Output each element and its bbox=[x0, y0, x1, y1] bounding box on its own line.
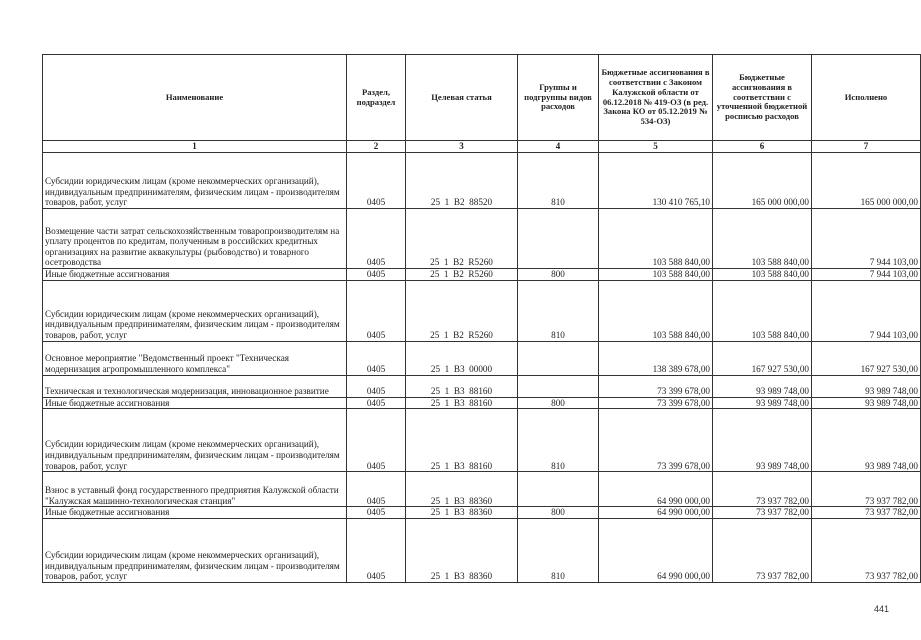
row-section-cell: 0405 bbox=[347, 341, 406, 375]
header-row bbox=[43, 55, 921, 141]
row-group-cell: 810 bbox=[518, 280, 599, 341]
row-law-amount-cell: 138 389 678,00 bbox=[599, 341, 713, 375]
row-target-cell: 25 1 В2 88520 bbox=[406, 153, 518, 209]
row-law-amount-cell: 73 399 678,00 bbox=[599, 397, 713, 409]
row-executed-amount-cell: 93 989 748,00 bbox=[812, 409, 921, 472]
row-name-cell: Иные бюджетные ассигнования bbox=[43, 269, 347, 281]
header-law-allocations: Бюджетные ассигнования в соответствии с Законом Калужской области от 06.12.2018 № 419-ОЗ (в ред. Закона КО от 05.12.2019 № 534-ОЗ) bbox=[599, 55, 713, 141]
row-refined-amount-cell: 165 000 000,00 bbox=[713, 153, 812, 209]
row-law-amount-cell: 130 410 765,10 bbox=[599, 153, 713, 209]
row-law-amount-cell: 64 990 000,00 bbox=[599, 518, 713, 582]
row-group-cell: 800 bbox=[518, 507, 599, 519]
row-group-cell bbox=[518, 375, 599, 397]
row-law-amount-cell: 64 990 000,00 bbox=[599, 472, 713, 507]
row-name-cell: Субсидии юридическим лицам (кроме некоммерческих организаций), индивидуальным предпринимателям, физическим лицам - производителям товаров, работ, услуг bbox=[43, 280, 347, 341]
table-row bbox=[43, 209, 921, 269]
row-name-cell: Иные бюджетные ассигнования bbox=[43, 397, 347, 409]
column-number: 5 bbox=[599, 141, 713, 153]
row-group-cell: 800 bbox=[518, 269, 599, 281]
table-row bbox=[43, 507, 921, 519]
row-group-cell bbox=[518, 341, 599, 375]
row-executed-amount-cell: 93 989 748,00 bbox=[812, 397, 921, 409]
table-row bbox=[43, 341, 921, 375]
row-refined-amount-cell: 73 937 782,00 bbox=[713, 507, 812, 519]
row-target-cell: 25 1 В2 R5260 bbox=[406, 280, 518, 341]
row-law-amount-cell: 103 588 840,00 bbox=[599, 209, 713, 269]
row-executed-amount-cell: 73 937 782,00 bbox=[812, 518, 921, 582]
table-body bbox=[43, 153, 921, 583]
row-target-cell: 25 1 В2 R5260 bbox=[406, 269, 518, 281]
row-group-cell: 810 bbox=[518, 153, 599, 209]
row-section-cell: 0405 bbox=[347, 375, 406, 397]
table-row bbox=[43, 280, 921, 341]
row-group-cell bbox=[518, 472, 599, 507]
column-number: 7 bbox=[812, 141, 921, 153]
row-section-cell: 0405 bbox=[347, 409, 406, 472]
row-section-cell: 0405 bbox=[347, 507, 406, 519]
row-refined-amount-cell: 103 588 840,00 bbox=[713, 269, 812, 281]
header-name: Наименование bbox=[43, 55, 347, 141]
row-name-cell: Основное мероприятие "Ведомственный проект "Техническая модернизация агропромышленного комплекса" bbox=[43, 341, 347, 375]
row-refined-amount-cell: 103 588 840,00 bbox=[713, 209, 812, 269]
budget-table bbox=[42, 54, 921, 583]
page-number: 441 bbox=[873, 604, 889, 614]
row-target-cell: 25 1 В3 88160 bbox=[406, 397, 518, 409]
row-executed-amount-cell: 7 944 103,00 bbox=[812, 209, 921, 269]
row-target-cell: 25 1 В3 88160 bbox=[406, 375, 518, 397]
row-target-cell: 25 1 В3 88160 bbox=[406, 409, 518, 472]
column-number: 6 bbox=[713, 141, 812, 153]
row-refined-amount-cell: 93 989 748,00 bbox=[713, 397, 812, 409]
row-name-cell: Субсидии юридическим лицам (кроме некоммерческих организаций), индивидуальным предпринимателям, физическим лицам - производителям товаров, работ, услуг bbox=[43, 409, 347, 472]
row-executed-amount-cell: 165 000 000,00 bbox=[812, 153, 921, 209]
row-executed-amount-cell: 73 937 782,00 bbox=[812, 472, 921, 507]
row-section-cell: 0405 bbox=[347, 153, 406, 209]
row-section-cell: 0405 bbox=[347, 269, 406, 281]
row-name-cell: Субсидии юридическим лицам (кроме некоммерческих организаций), индивидуальным предпринимателям, физическим лицам - производителям товаров, работ, услуг bbox=[43, 153, 347, 209]
row-name-cell: Взнос в уставный фонд государственного предприятия Калужской области "Калужская машинно-технологическая станция" bbox=[43, 472, 347, 507]
row-law-amount-cell: 103 588 840,00 bbox=[599, 280, 713, 341]
row-refined-amount-cell: 93 989 748,00 bbox=[713, 375, 812, 397]
row-refined-amount-cell: 167 927 530,00 bbox=[713, 341, 812, 375]
row-group-cell bbox=[518, 209, 599, 269]
table-row bbox=[43, 518, 921, 582]
row-law-amount-cell: 103 588 840,00 bbox=[599, 269, 713, 281]
table-row bbox=[43, 409, 921, 472]
header-executed: Исполнено bbox=[812, 55, 921, 141]
header-target-article: Целевая статья bbox=[406, 55, 518, 141]
row-executed-amount-cell: 93 989 748,00 bbox=[812, 375, 921, 397]
table-row bbox=[43, 472, 921, 507]
column-number: 3 bbox=[406, 141, 518, 153]
row-refined-amount-cell: 93 989 748,00 bbox=[713, 409, 812, 472]
row-executed-amount-cell: 167 927 530,00 bbox=[812, 341, 921, 375]
row-law-amount-cell: 73 399 678,00 bbox=[599, 409, 713, 472]
row-name-cell: Иные бюджетные ассигнования bbox=[43, 507, 347, 519]
column-number: 2 bbox=[347, 141, 406, 153]
row-law-amount-cell: 64 990 000,00 bbox=[599, 507, 713, 519]
row-section-cell: 0405 bbox=[347, 280, 406, 341]
row-executed-amount-cell: 73 937 782,00 bbox=[812, 507, 921, 519]
row-name-cell: Возмещение части затрат сельскохозяйственным товаропроизводителям на уплату процентов по кредитам, полученным в российских кредитных организациях на развитие аквакультуры (рыбоводство) и товарного осетроводства bbox=[43, 209, 347, 269]
column-number-row bbox=[43, 141, 921, 153]
row-target-cell: 25 1 В3 88360 bbox=[406, 507, 518, 519]
row-section-cell: 0405 bbox=[347, 472, 406, 507]
row-refined-amount-cell: 103 588 840,00 bbox=[713, 280, 812, 341]
row-target-cell: 25 1 В3 88360 bbox=[406, 518, 518, 582]
row-group-cell: 810 bbox=[518, 409, 599, 472]
table-row bbox=[43, 375, 921, 397]
table-row bbox=[43, 397, 921, 409]
row-executed-amount-cell: 7 944 103,00 bbox=[812, 269, 921, 281]
column-number: 4 bbox=[518, 141, 599, 153]
row-name-cell: Субсидии юридическим лицам (кроме некоммерческих организаций), индивидуальным предпринимателям, физическим лицам - производителям товаров, работ, услуг bbox=[43, 518, 347, 582]
row-group-cell: 810 bbox=[518, 518, 599, 582]
header-expense-group: Группы и подгруппы видов расходов bbox=[518, 55, 599, 141]
table-row bbox=[43, 153, 921, 209]
row-law-amount-cell: 73 399 678,00 bbox=[599, 375, 713, 397]
row-section-cell: 0405 bbox=[347, 518, 406, 582]
row-name-cell: Техническая и технологическая модернизация, инновационное развитие bbox=[43, 375, 347, 397]
header-refined-allocations: Бюджетные ассигнования в соответствии с уточненной бюджетной росписью расходов bbox=[713, 55, 812, 141]
table-row bbox=[43, 269, 921, 281]
row-group-cell: 800 bbox=[518, 397, 599, 409]
row-target-cell: 25 1 В3 88360 bbox=[406, 472, 518, 507]
row-section-cell: 0405 bbox=[347, 209, 406, 269]
row-section-cell: 0405 bbox=[347, 397, 406, 409]
column-number: 1 bbox=[43, 141, 347, 153]
header-section: Раздел, подраздел bbox=[347, 55, 406, 141]
row-refined-amount-cell: 73 937 782,00 bbox=[713, 518, 812, 582]
row-target-cell: 25 1 В3 00000 bbox=[406, 341, 518, 375]
row-target-cell: 25 1 В2 R5260 bbox=[406, 209, 518, 269]
row-refined-amount-cell: 73 937 782,00 bbox=[713, 472, 812, 507]
row-executed-amount-cell: 7 944 103,00 bbox=[812, 280, 921, 341]
